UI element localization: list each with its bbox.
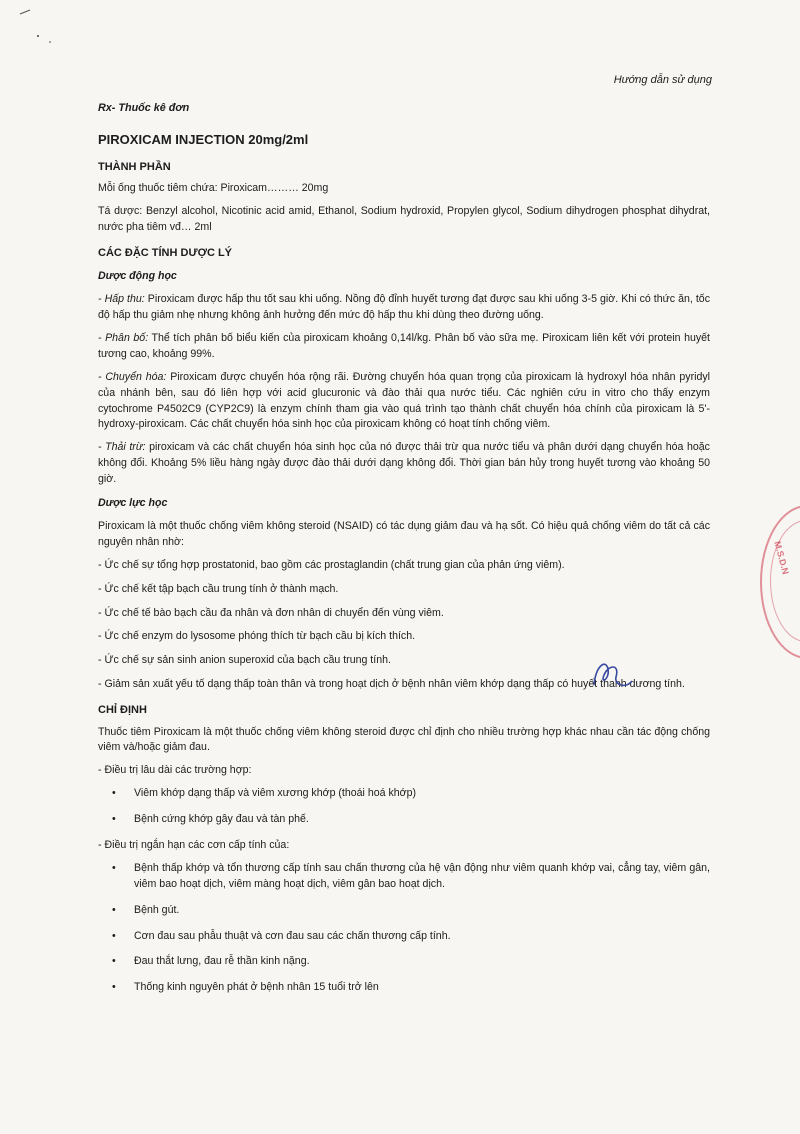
pd-item: - Ức chế sự sản sinh anion superoxid của bạch cầu trung tính. xyxy=(98,654,391,667)
distribution-text: Thể tích phân bố biểu kiến của piroxicam khoảng 0,14l/kg. Phân bố vào sữa mẹ. Piroxicam liên kết với protein huyết tương cao, khoảng 99%. xyxy=(98,332,710,360)
excretion-lead: - Thải trừ: xyxy=(98,441,146,454)
scan-marks xyxy=(18,8,78,48)
short-term-list xyxy=(98,861,710,996)
excretion-paragraph xyxy=(98,440,710,488)
metabolism-paragraph xyxy=(98,370,710,434)
metabolism-text: Piroxicam được chuyển hóa rộng rãi. Đường chuyển hóa quan trọng của piroxicam là hydroxyl hóa nhân pyridyl của nhánh bên, sau đó liên hợp với acid glucuronic và đào thải qua nước tiểu. Các nghiên cứu in vitro cho thấy enzym cytochrome P4502C9 (CYP2C9) là enzym chính tham gia vào quá trình tạo thành chất chuyển hóa chính của piroxicam là 5'-hydroxy-piroxicam. Các chất chuyển hóa sinh học của piroxicam không có hoạt tính chống viêm. xyxy=(98,370,710,431)
list-item: • Thống kinh nguyên phát ở bệnh nhân 15 tuổi trở lên xyxy=(98,980,710,996)
pd-item: - Giảm sản xuất yếu tố dạng thấp toàn thân và trong hoạt dịch ở bệnh nhân viêm khớp dạng thấp có huyết thanh dương tính. xyxy=(98,678,685,691)
composition-excipients: Tá dược: Benzyl alcohol, Nicotinic acid amid, Ethanol, Sodium hydroxid, Propylen glycol, Sodium dihydrogen phosphat dihydrat, nước pha tiêm vđ… 2ml xyxy=(98,205,710,233)
stamp-text: M.S.D.N xyxy=(772,540,791,576)
list-item: • Bệnh thấp khớp và tổn thương cấp tính sau chấn thương của hệ vận động như viêm quanh khớp vai, cẳng tay, viêm gân, viêm bao hoạt dịch, viêm màng hoạt dịch, viêm gân bao hoạt dịch. xyxy=(98,861,710,893)
distribution-lead: - Phân bố: xyxy=(98,332,149,345)
metabolism-lead: - Chuyển hóa: xyxy=(98,370,167,383)
pharmacokinetics-heading: Dược động học xyxy=(98,270,177,283)
pharmacodynamics-heading: Dược lực học xyxy=(98,497,168,510)
list-item: • Bệnh cứng khớp gây đau và tàn phế. xyxy=(98,812,710,828)
product-title: PIROXICAM INJECTION 20mg/2ml xyxy=(98,132,309,148)
indications-heading: CHỈ ĐỊNH xyxy=(98,704,147,717)
pharmacology-heading: CÁC ĐẶC TÍNH DƯỢC LÝ xyxy=(98,246,233,259)
document-type-label: Hướng dẫn sử dụng xyxy=(613,74,712,86)
absorption-text: Piroxicam được hấp thu tốt sau khi uống. Nồng độ đỉnh huyết tương đạt được sau khi uống 3-5 giờ. Khi có thức ăn, tốc độ hấp thu giảm nhẹ nhưng không ảnh hưởng đến mức độ hấp thu khi dùng theo đường uống. xyxy=(98,293,710,322)
signature-mark xyxy=(586,655,646,695)
absorption-paragraph xyxy=(98,292,710,324)
pd-item: - Ức chế kết tập bạch cầu trung tính ở thành mạch. xyxy=(98,582,339,595)
indications-intro: Thuốc tiêm Piroxicam là một thuốc chống viêm không steroid được chỉ định cho nhiều trường hợp khác nhau cần tác động chống viêm và/hoặc giảm đau. xyxy=(98,725,710,754)
prescription-label: Rx- Thuốc kê đơn xyxy=(98,102,190,114)
pd-item: - Ức chế tế bào bạch cầu đa nhân và đơn nhân di chuyển đến vùng viêm. xyxy=(98,606,444,619)
composition-active: Mỗi ống thuốc tiêm chứa: Piroxicam……… 20mg xyxy=(98,182,329,195)
list-item: • Bệnh gút. xyxy=(98,903,710,919)
pd-item: - Ức chế enzym do lysosome phóng thích từ bạch cầu bị kích thích. xyxy=(98,630,416,643)
list-item: • Viêm khớp dạng thấp và viêm xương khớp (thoái hoá khớp) xyxy=(98,786,710,802)
short-term-lead: - Điều trị ngắn hạn các cơn cấp tính của: xyxy=(98,839,290,852)
leaflet-content xyxy=(98,100,710,1006)
distribution-paragraph xyxy=(98,331,710,363)
absorption-lead: - Hấp thu: xyxy=(98,293,145,306)
long-term-lead: - Điều trị lâu dài các trường hợp: xyxy=(98,764,252,777)
long-term-list xyxy=(98,786,710,828)
excretion-text: piroxicam và các chất chuyển hóa sinh học của nó được thải trừ qua nước tiểu và phân dưới dạng chuyển hóa hoặc không đổi. Khoảng 5% liều hàng ngày được đào thải dưới dạng không đổi. Thời gian bán hủy trong huyết tương vào khoảng 50 giờ. xyxy=(98,441,710,486)
list-item: • Cơn đau sau phẫu thuật và cơn đau sau các chấn thương cấp tính. xyxy=(98,929,710,945)
pharmacodynamics-intro: Piroxicam là một thuốc chống viêm không steroid (NSAID) có tác dụng giảm đau và hạ sốt. Có hiệu quả chống viêm do tất cả các nguyên nhân nhờ: xyxy=(98,519,710,548)
pd-item: - Ức chế sự tổng hợp prostatonid, bao gồm các prostaglandin (chất trung gian của phản ứng viêm). xyxy=(98,558,565,571)
list-item: • Đau thắt lưng, đau rễ thần kinh nặng. xyxy=(98,954,710,970)
composition-heading: THÀNH PHẦN xyxy=(98,160,171,173)
